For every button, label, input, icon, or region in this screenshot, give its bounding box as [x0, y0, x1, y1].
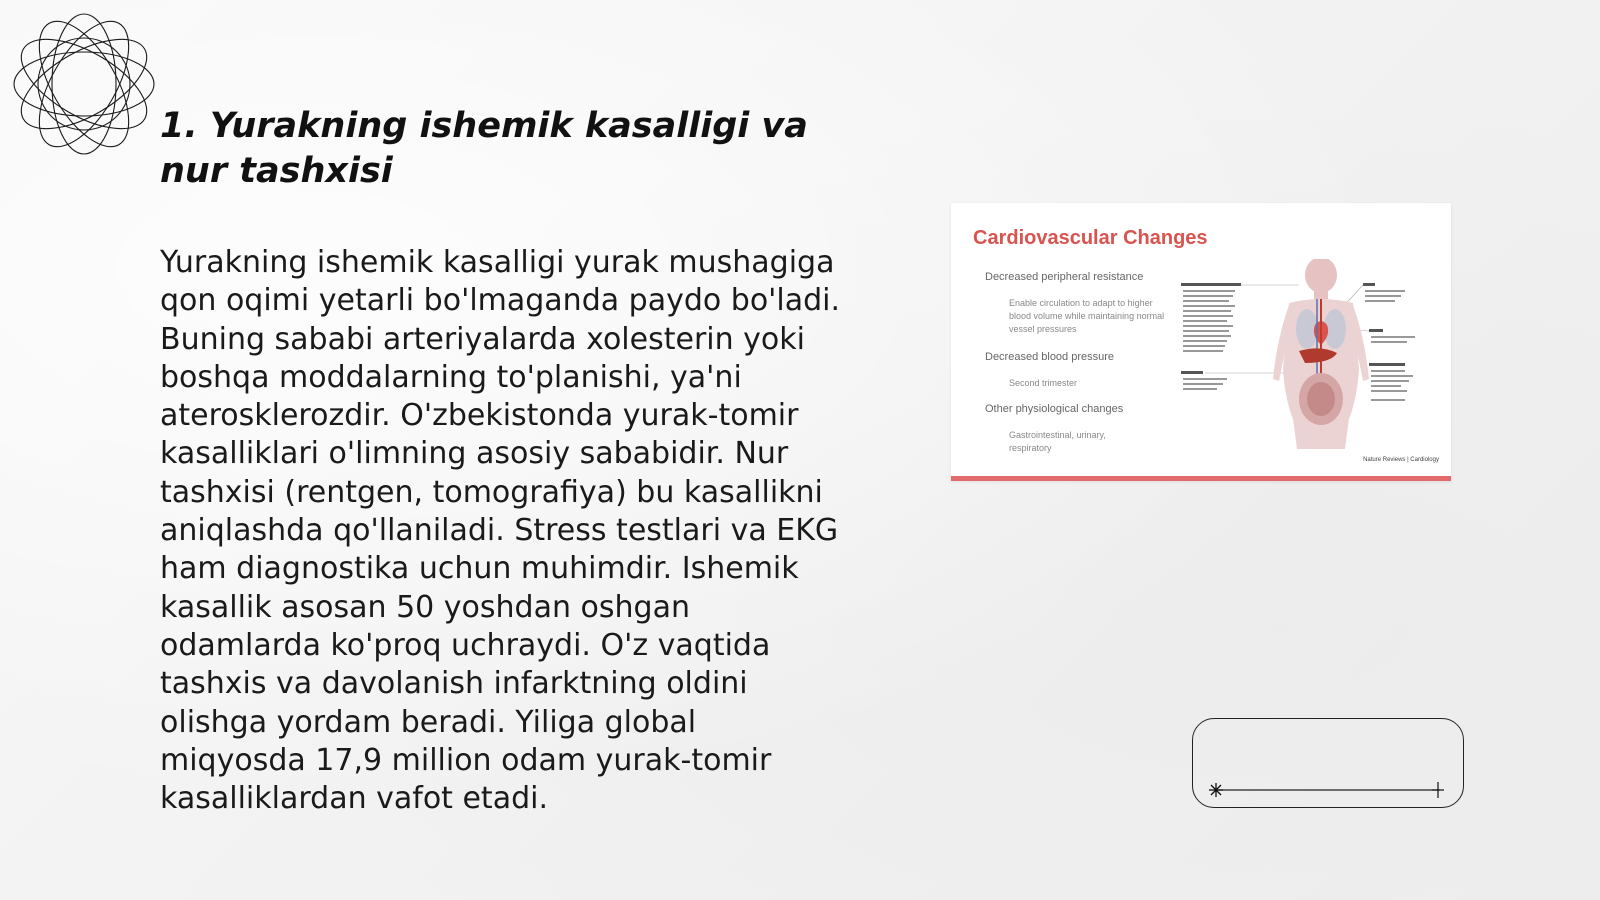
- slide-body-text: Yurakning ishemik kasalligi yurak mushagiga qon oqimi yetarli bo'lmaganda paydo bo'ladi. Buning sababi arteriyalarda xolesterin yoki boshqa moddalarning to'planishi, ya'ni aterosklerozdir. O'zbekistonda yurak-tomir kasalliklari o'limning asosiy sababidir. Nur tashxisi (rentgen, tomografiya) bu kasallikni aniqlashda qo'llaniladi. Stress testlari va EKG ham diagnostika uchun muhimdir. Ishemik kasallik asosan 50 yoshdan oshgan odamlarda ko'proq uchraydi. O'z vaqtida tashxis va davolanish infarktning oldini olishga yordam beradi. Yiliga global miqyosda 17,9 million odam yurak-tomir kasalliklardan vafot etadi.: [160, 245, 841, 817]
- decorative-line: [1208, 782, 1448, 798]
- orbit-rings-icon: [10, 10, 158, 158]
- figure-item: Decreased peripheral resistance: [985, 271, 1144, 283]
- cardiovascular-figure: [951, 203, 1451, 481]
- figure-item: Decreased blood pressure: [985, 351, 1115, 363]
- figure-subitem: Gastrointestinal, urinary, respiratory: [1009, 430, 1106, 453]
- figure-subitem: Second trimester: [1009, 378, 1078, 388]
- human-body-illustration: [1181, 259, 1441, 459]
- figure-source: Nature Reviews | Cardiology: [1363, 457, 1439, 463]
- sparkle-icon: [1209, 783, 1223, 797]
- figure-accent-bar: [951, 476, 1451, 481]
- slide-title: 1. Yurakning ishemik kasalligi va nur tashxisi: [160, 106, 808, 191]
- plus-star-icon: [1432, 782, 1444, 798]
- figure-title: Cardiovascular Changes: [973, 227, 1208, 249]
- figure-subitem: Enable circulation to adapt to higher blood volume while maintaining normal vessel pressures: [1009, 298, 1165, 334]
- figure-item: Other physiological changes: [985, 403, 1124, 415]
